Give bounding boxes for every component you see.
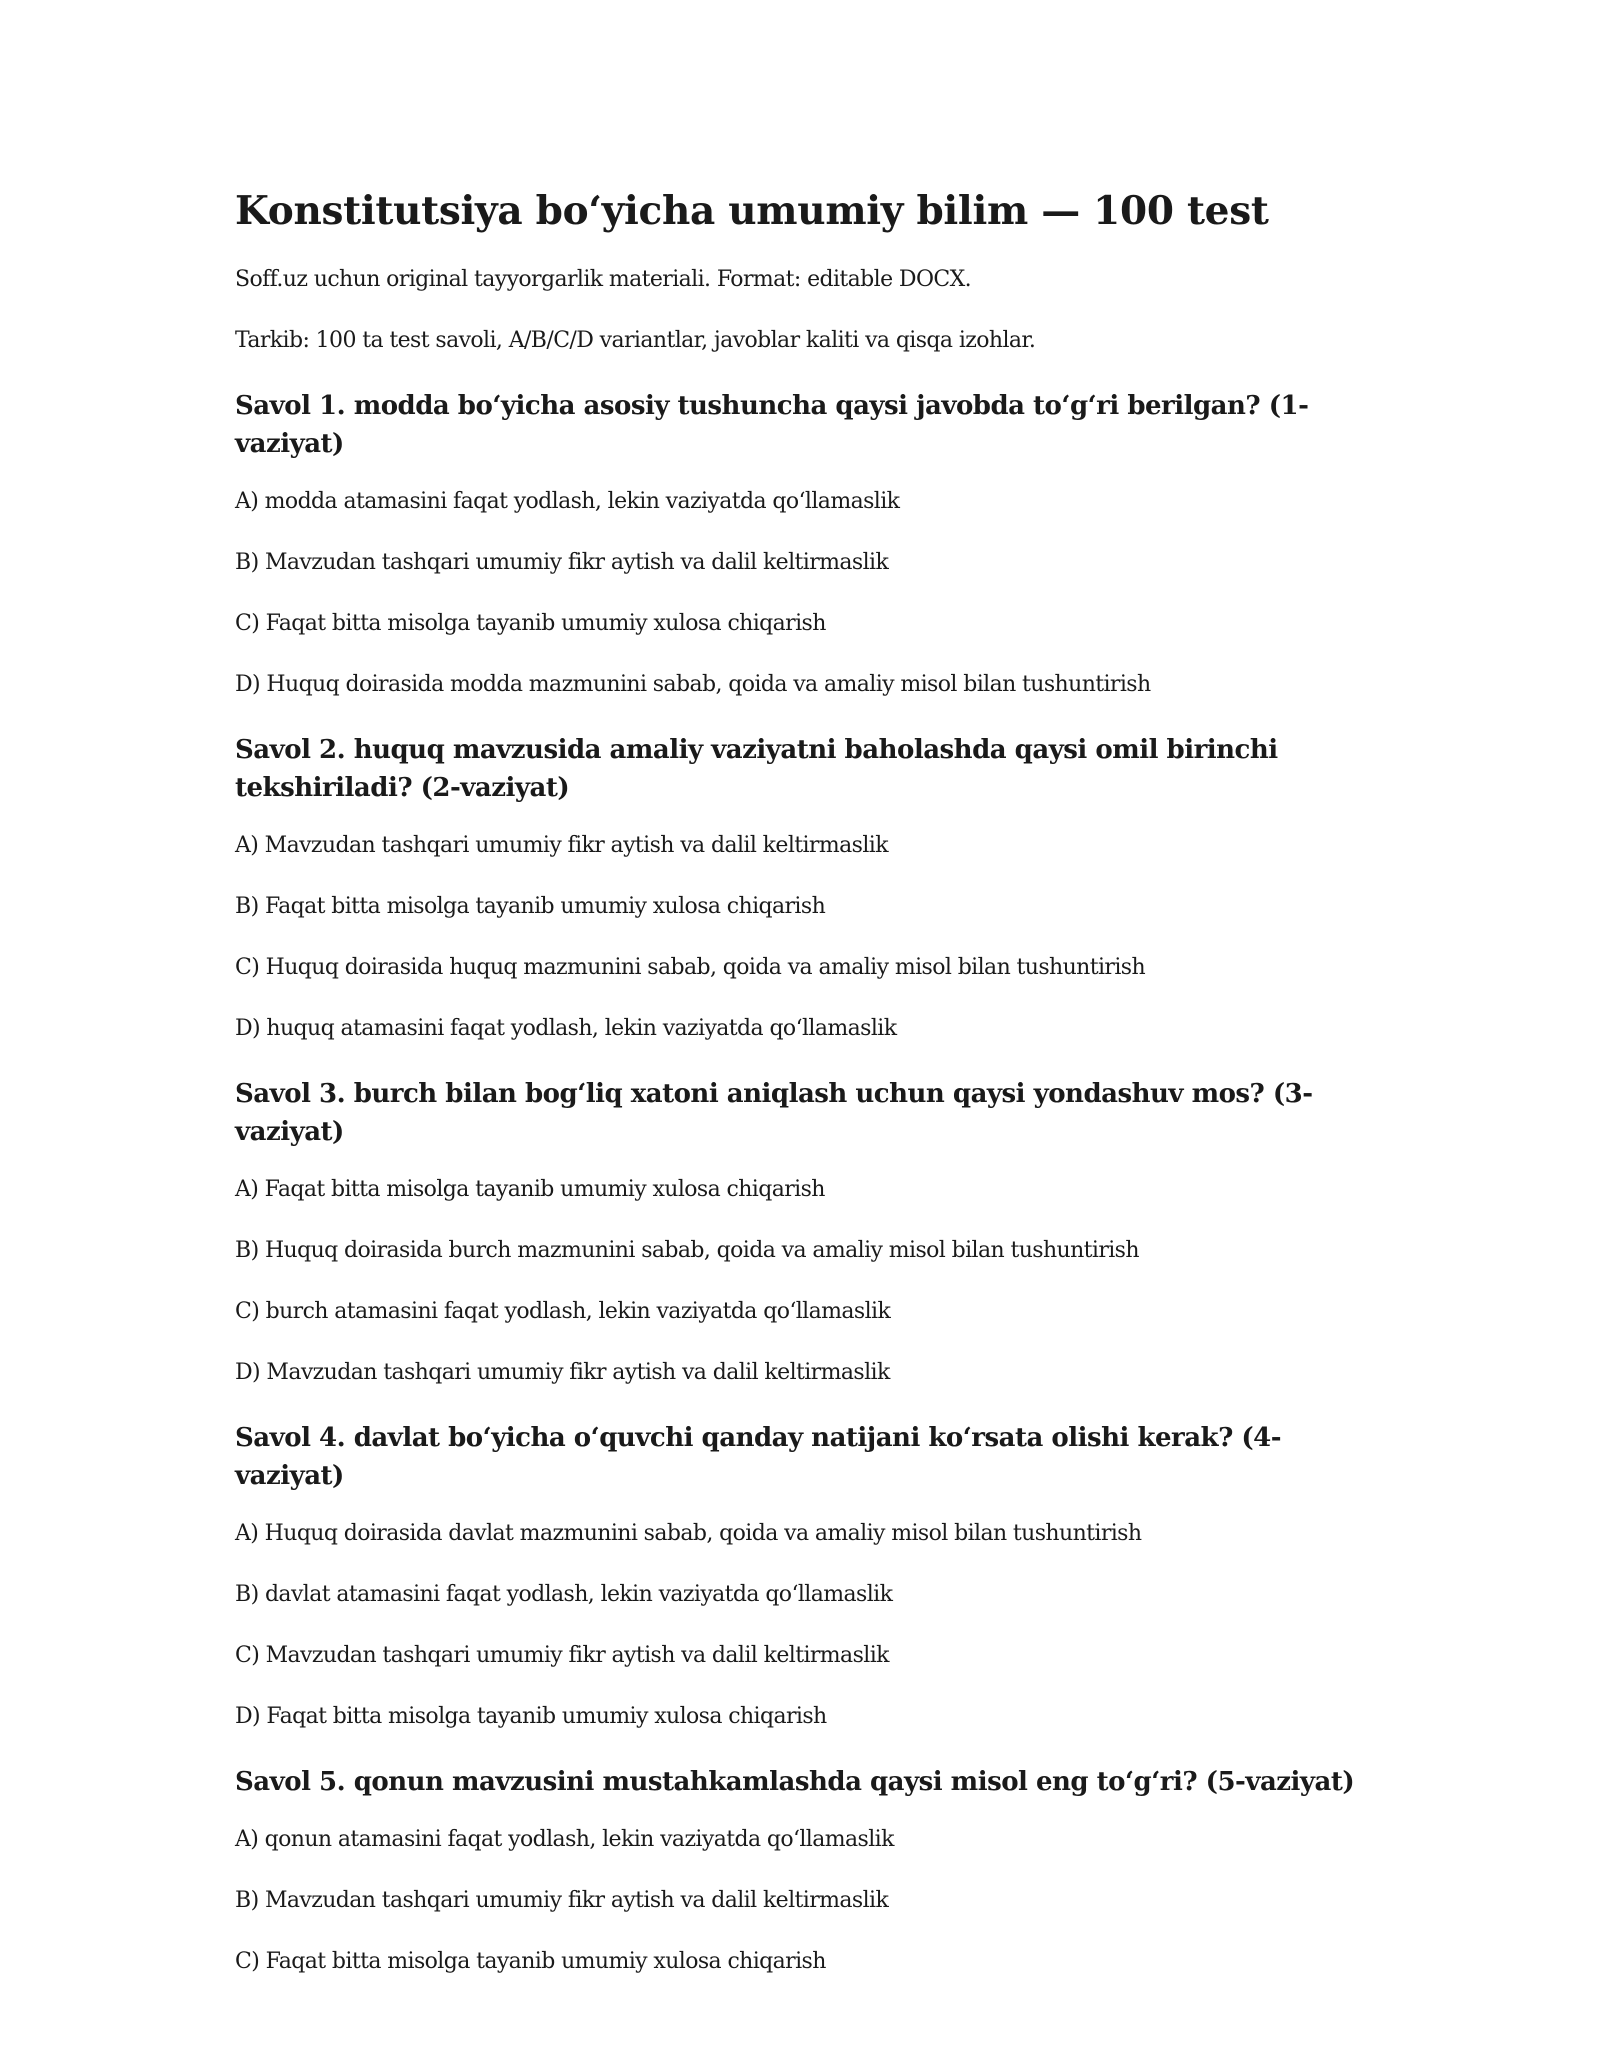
question-2 [235, 731, 1385, 1044]
option-a: A) Faqat bitta misolga tayanib umumiy xulosa chiqarish [235, 1177, 825, 1202]
option-d: D) Huquq doirasida modda mazmunini sabab, qoida va amaliy misol bilan tushuntirish [235, 672, 1151, 697]
option-a: A) Huquq doirasida davlat mazmunini sabab, qoida va amaliy misol bilan tushuntirish [235, 1521, 1142, 1546]
option-a: A) qonun atamasini faqat yodlash, lekin vaziyatda qo‘llamaslik [235, 1827, 894, 1852]
question-3 [235, 1075, 1385, 1388]
question-text: Savol 5. qonun mavzusini mustahkamlashda qaysi misol eng to‘g‘ri? (5-vaziyat) [235, 1767, 1355, 1797]
document-title: Konstitutsiya bo‘yicha umumiy bilim — 100 test [235, 188, 1269, 234]
option-b: B) Faqat bitta misolga tayanib umumiy xulosa chiqarish [235, 894, 826, 919]
option-b: B) Mavzudan tashqari umumiy fikr aytish va dalil keltirmaslik [235, 550, 889, 575]
option-b: B) Huquq doirasida burch mazmunini sabab, qoida va amaliy misol bilan tushuntirish [235, 1238, 1139, 1263]
option-b: B) Mavzudan tashqari umumiy fikr aytish va dalil keltirmaslik [235, 1888, 889, 1913]
question-text: Savol 4. davlat bo‘yicha o‘quvchi qanday natijani ko‘rsata olishi kerak? (4-vaziyat) [235, 1423, 1282, 1491]
option-c: C) Faqat bitta misolga tayanib umumiy xulosa chiqarish [235, 611, 826, 636]
option-b: B) davlat atamasini faqat yodlash, lekin vaziyatda qo‘llamaslik [235, 1582, 893, 1607]
question-text: Savol 1. modda bo‘yicha asosiy tushuncha qaysi javobda to‘g‘ri berilgan? (1-vaziyat) [235, 391, 1309, 459]
document-page [235, 185, 1385, 2008]
option-c: C) Mavzudan tashqari umumiy fikr aytish va dalil keltirmaslik [235, 1643, 889, 1668]
option-c: C) Faqat bitta misolga tayanib umumiy xulosa chiqarish [235, 1949, 826, 1974]
option-d: D) huquq atamasini faqat yodlash, lekin vaziyatda qo‘llamaslik [235, 1016, 897, 1041]
option-a: A) Mavzudan tashqari umumiy fikr aytish va dalil keltirmaslik [235, 833, 888, 858]
option-a: A) modda atamasini faqat yodlash, lekin vaziyatda qo‘llamaslik [235, 489, 900, 514]
meta-line-source: Soff.uz uchun original tayyorgarlik materiali. Format: editable DOCX. [235, 267, 972, 292]
option-d: D) Faqat bitta misolga tayanib umumiy xulosa chiqarish [235, 1704, 827, 1729]
question-4 [235, 1419, 1385, 1732]
option-c: C) Huquq doirasida huquq mazmunini sabab, qoida va amaliy misol bilan tushuntirish [235, 955, 1146, 980]
question-1 [235, 387, 1385, 700]
option-d: D) Mavzudan tashqari umumiy fikr aytish va dalil keltirmaslik [235, 1360, 890, 1385]
question-5 [235, 1763, 1385, 1977]
option-c: C) burch atamasini faqat yodlash, lekin vaziyatda qo‘llamaslik [235, 1299, 891, 1324]
question-text: Savol 3. burch bilan bog‘liq xatoni aniqlash uchun qaysi yondashuv mos? (3-vaziyat) [235, 1079, 1313, 1147]
question-text: Savol 2. huquq mavzusida amaliy vaziyatni baholashda qaysi omil birinchi tekshiriladi? (2-vaziyat) [235, 735, 1278, 803]
meta-line-contents: Tarkib: 100 ta test savoli, A/B/C/D variantlar, javoblar kaliti va qisqa izohlar. [235, 328, 1036, 353]
